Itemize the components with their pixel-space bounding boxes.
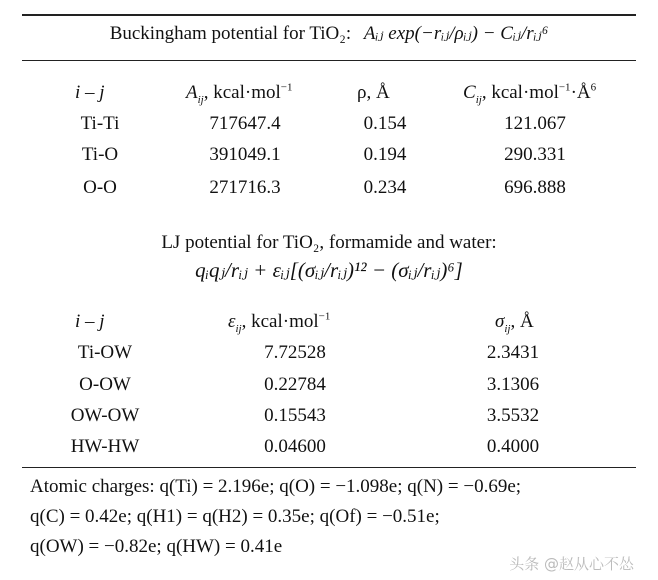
lj-row-sigma: 3.5532 — [486, 405, 540, 426]
lj-row-eps: 0.04600 — [264, 436, 326, 457]
buckingham-title — [0, 22, 658, 45]
bk-row-C: 121.067 — [504, 113, 566, 134]
bk-header-rho: ρ, Å — [357, 82, 390, 103]
bk-row-A: 717647.4 — [209, 113, 281, 134]
charges-line-3: q(OW) = −0.82e; q(HW) = 0.41e — [30, 536, 283, 557]
charges-rule — [22, 467, 636, 468]
lj-row-eps: 7.72528 — [264, 342, 326, 363]
bk-row-C: 290.331 — [504, 144, 566, 165]
lj-header-eps: $\varepsilon_{ij}$, kcal·mol$^{-1}$ — [228, 310, 331, 335]
bk-row-rho: 0.154 — [363, 113, 407, 134]
bk-row-C: 696.888 — [504, 177, 566, 198]
bk-row-pair: Ti-O — [81, 144, 119, 165]
lj-header-pair: i – j — [75, 311, 105, 332]
lj-formula: qᵢqⱼ/rᵢⱼ + εᵢⱼ[(σᵢⱼ/rᵢⱼ)¹² − (σᵢⱼ/rᵢⱼ)⁶] — [195, 258, 463, 282]
charges-line-2: q(C) = 0.42e; q(H1) = q(H2) = 0.35e; q(Of) = −0.51e; — [30, 506, 440, 527]
bk-row-pair: Ti-Ti — [80, 113, 120, 134]
bk-row-rho: 0.194 — [363, 144, 407, 165]
lj-row-eps: 0.15543 — [264, 405, 326, 426]
bk-header-pair: i – j — [75, 82, 105, 103]
bk-header-C: $C_{ij}$, $kcal\cdot mol^{-1}\cdot Å^6$ — [463, 81, 597, 106]
lj-title: LJ potential for TiO₂, formamide and water: — [161, 232, 497, 253]
charges-line-1: Atomic charges: q(Ti) = 2.196e; q(O) = −1.098e; q(N) = −0.69e; — [30, 476, 522, 497]
bk-row-A: 271716.3 — [209, 177, 281, 198]
lj-row-pair: OW-OW — [70, 405, 140, 426]
bk-header-A: $A_{ij}$, kcal·mol$^{-1}$ — [186, 81, 293, 106]
lj-row-sigma: 0.4000 — [486, 436, 540, 457]
lj-row-eps: 0.22784 — [264, 374, 326, 395]
atomic-charges — [30, 472, 630, 562]
bk-row-pair: O-O — [83, 177, 117, 198]
lj-row-sigma: 2.3431 — [486, 342, 540, 363]
header-rule — [22, 60, 636, 61]
buckingham-formula: Aᵢⱼ exp(−rᵢⱼ/ρᵢⱼ) − Cᵢⱼ/rᵢⱼ⁶ — [363, 23, 549, 44]
bk-row-A: 391049.1 — [209, 144, 281, 165]
lj-row-pair: O-OW — [79, 374, 131, 395]
lj-row-pair: Ti-OW — [77, 342, 133, 363]
watermark: 头条 @赵从心不怂 — [509, 555, 634, 573]
lj-header-sigma: $\sigma_{ij}$, Å — [495, 311, 534, 335]
buckingham-title-text: Buckingham potential for TiO₂: — [109, 23, 352, 44]
bk-row-rho: 0.234 — [363, 177, 407, 198]
lj-row-sigma: 3.1306 — [486, 374, 540, 395]
lj-row-pair: HW-HW — [70, 436, 140, 457]
top-rule — [22, 14, 636, 16]
